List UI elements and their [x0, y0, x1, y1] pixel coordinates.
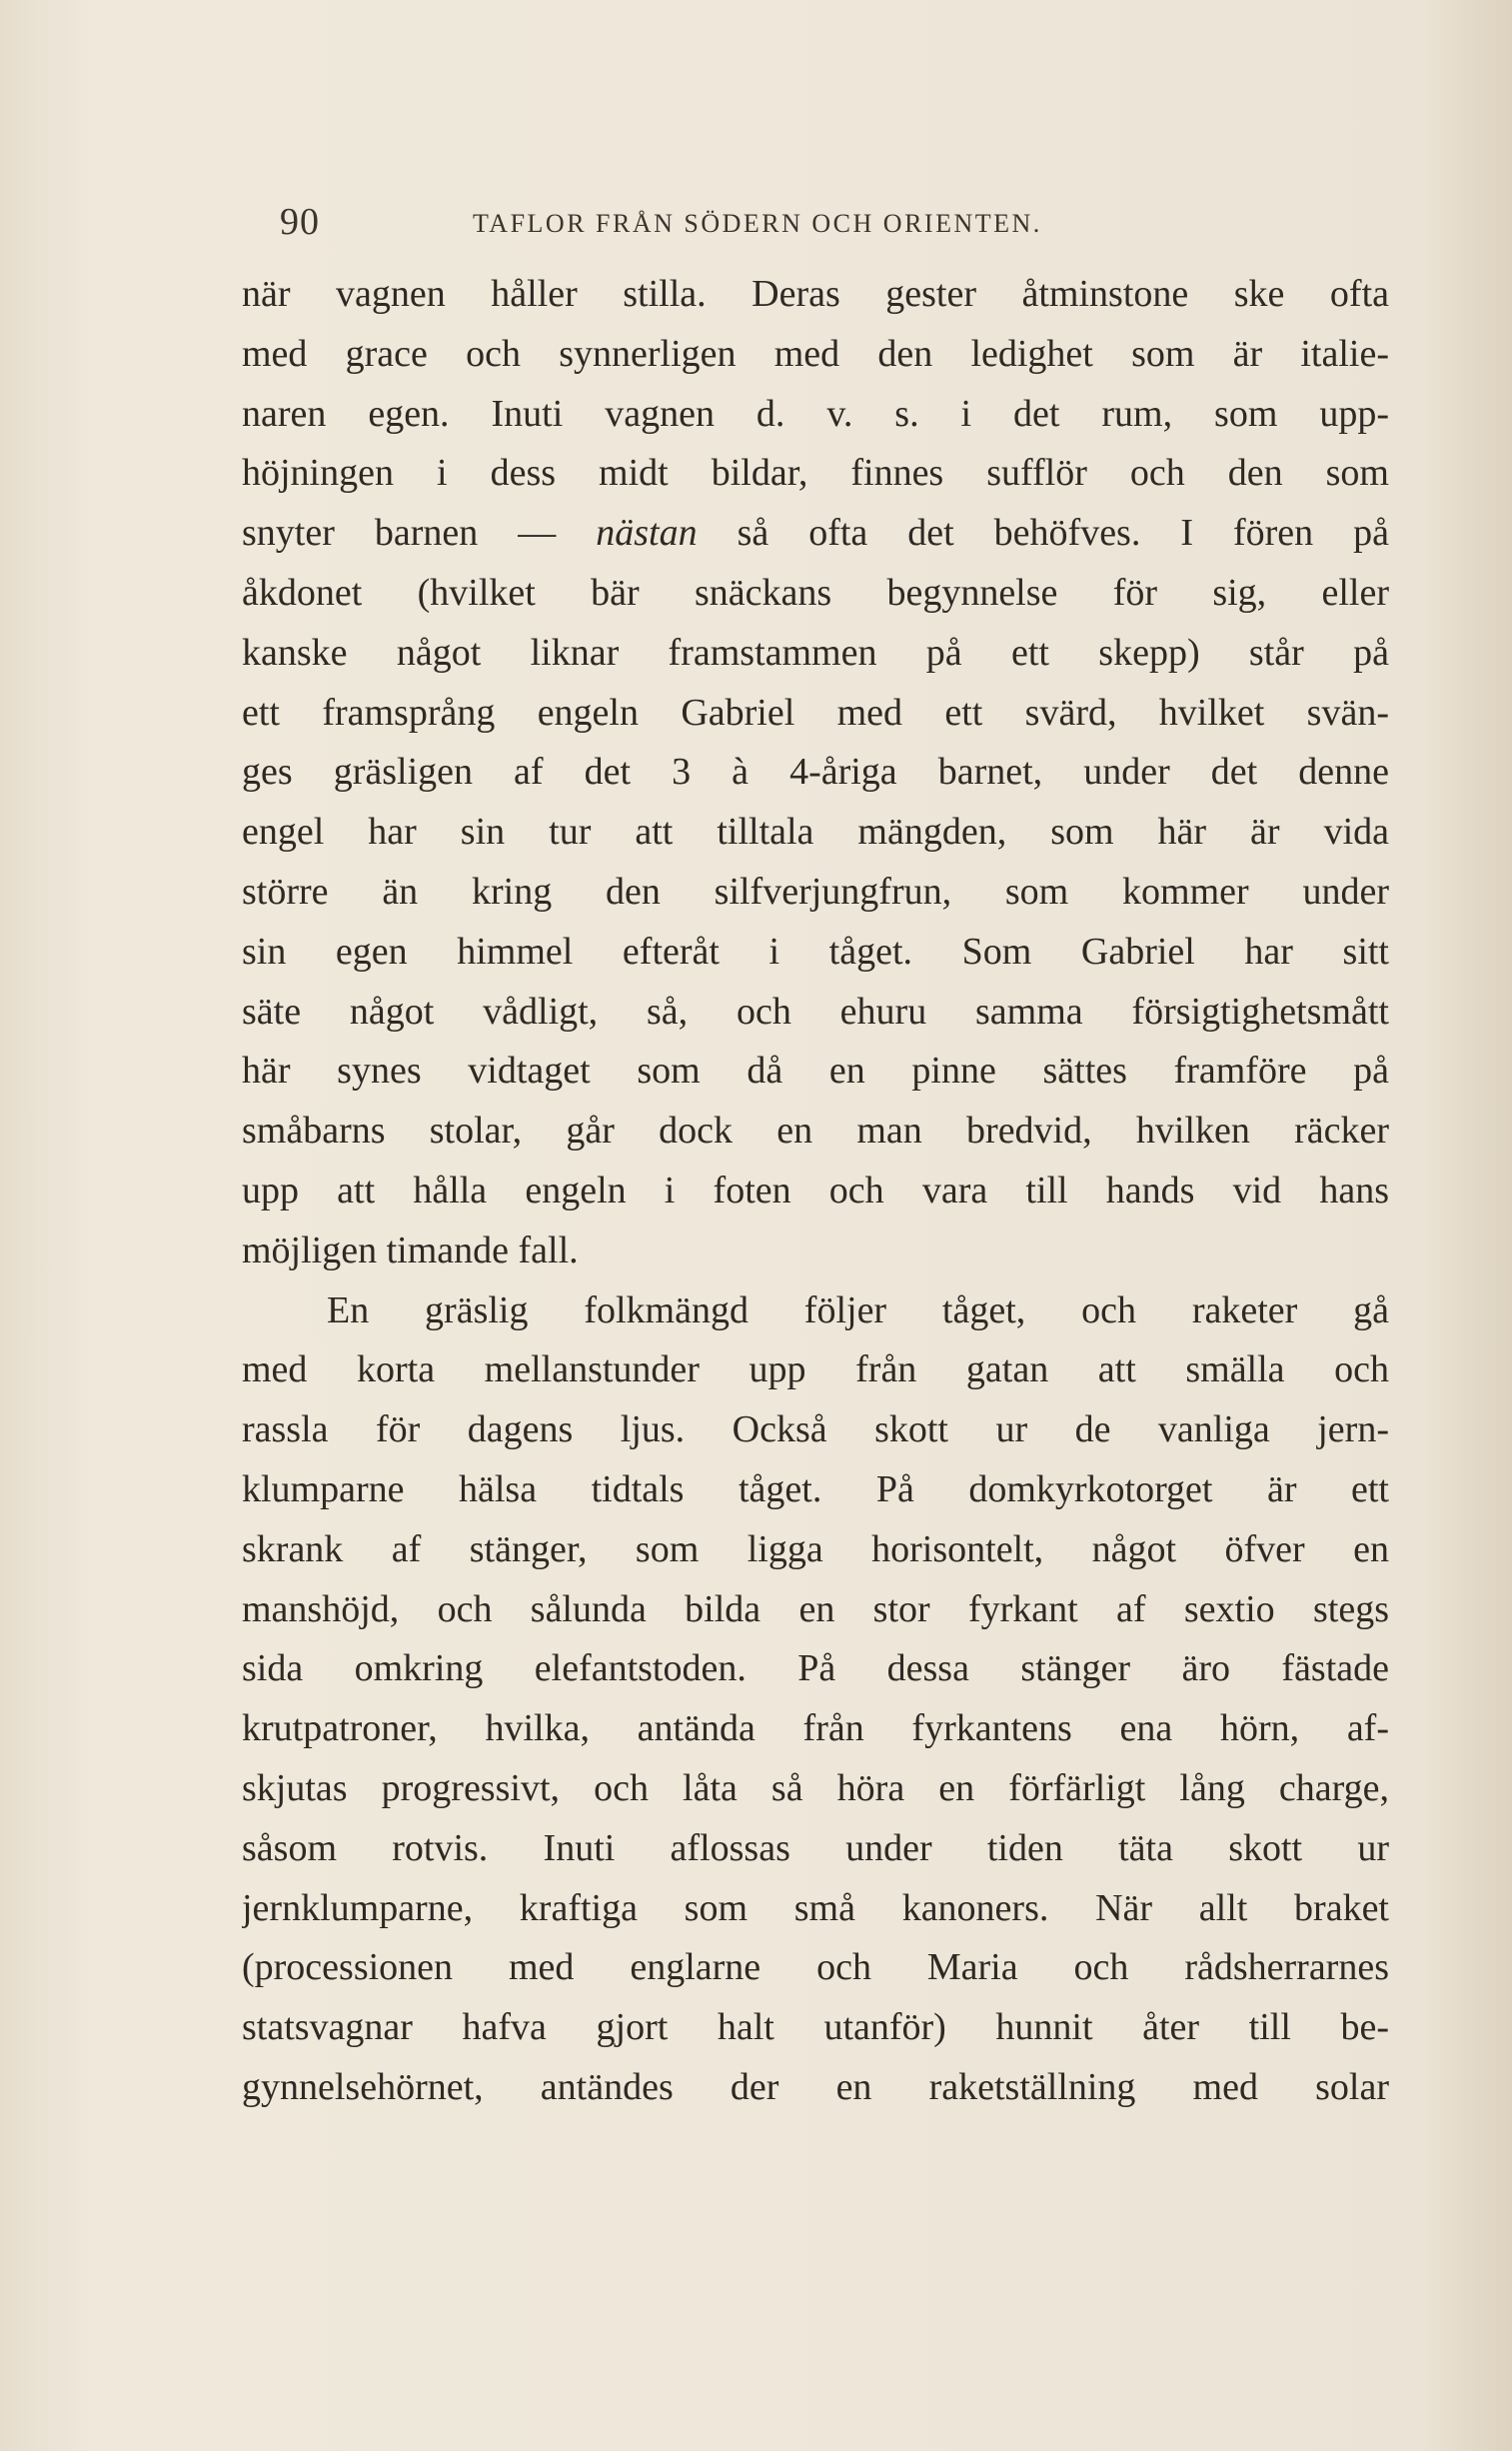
text-line: naren egen. Inuti vagnen d. v. s. i det rum, som upp-	[242, 392, 1389, 435]
text-line: upp att hålla engeln i foten och vara till hands vid hans	[242, 1169, 1389, 1212]
body-text	[242, 265, 1389, 2118]
running-head: TAFLOR FRÅN SÖDERN OCH ORIENTEN.	[473, 209, 1042, 238]
text-line: när vagnen håller stilla. Deras gester åtminstone ske ofta	[242, 273, 1389, 315]
text-line: åkdonet (hvilket bär snäckans begynnelse för sig, eller	[242, 571, 1389, 614]
text-line: större än kring den silfverjungfrun, som kommer under	[242, 870, 1389, 913]
text-line: med korta mellanstunder upp från gatan att smälla och	[242, 1348, 1389, 1391]
text-line: gynnelsehörnet, antändes der en raketställning med solar	[242, 2065, 1389, 2108]
emphasized-word: nästan	[596, 512, 698, 555]
text-line: kanske något liknar framstammen på ett skepp) står på	[242, 631, 1389, 674]
text-line: småbarns stolar, går dock en man bredvid, hvilken räcker	[242, 1110, 1389, 1153]
paragraph-start-line: En gräslig folkmängd följer tåget, och raketer gå	[327, 1288, 1389, 1331]
text-fragment: så ofta det behöfves. I fören på	[697, 512, 1389, 555]
text-line: klumparne hälsa tidtals tåget. På domkyrkotorget är ett	[242, 1467, 1389, 1510]
text-line: rassla för dagens ljus. Också skott ur de vanliga jern-	[242, 1408, 1389, 1451]
page-header	[240, 200, 1389, 254]
text-line: ett framsprång engeln Gabriel med ett svärd, hvilket svän-	[242, 691, 1389, 734]
text-line: skrank af stänger, som ligga horisontelt, något öfver en	[242, 1527, 1389, 1570]
page-number: 90	[280, 201, 320, 243]
text-line-with-emphasis	[242, 504, 1389, 564]
text-line: statsvagnar hafva gjort halt utanför) hunnit åter till be-	[242, 2006, 1389, 2049]
text-line: ges gräsligen af det 3 à 4-åriga barnet, under det denne	[242, 751, 1389, 794]
text-line: krutpatroner, hvilka, antända från fyrkantens ena hörn, af-	[242, 1707, 1389, 1750]
text-line: säte något vådligt, så, och ehuru samma försigtighetsmått	[242, 990, 1389, 1033]
text-line: med grace och synnerligen med den ledighet som är italie-	[242, 332, 1389, 375]
text-line: engel har sin tur att tilltala mängden, som här är vida	[242, 811, 1389, 854]
text-line: höjningen i dess midt bildar, finnes sufflör och den som	[242, 452, 1389, 495]
text-line: här synes vidtaget som då en pinne sättes framföre på	[242, 1050, 1389, 1093]
text-fragment: snyter barnen —	[242, 512, 597, 555]
text-line: jernklumparne, kraftiga som små kanoners. När allt braket	[242, 1886, 1389, 1929]
paragraph-end-line: möjligen timande fall.	[242, 1228, 579, 1271]
text-line: sin egen himmel efteråt i tåget. Som Gabriel har sitt	[242, 930, 1389, 973]
text-line: sida omkring elefantstoden. På dessa stänger äro fästade	[242, 1647, 1389, 1690]
text-line: (processionen med englarne och Maria och rådsherrarnes	[242, 1946, 1389, 1989]
text-line: skjutas progressivt, och låta så höra en förfärligt lång charge,	[242, 1766, 1389, 1809]
text-line: såsom rotvis. Inuti aflossas under tiden täta skott ur	[242, 1826, 1389, 1869]
text-line: manshöjd, och sålunda bilda en stor fyrkant af sextio stegs	[242, 1587, 1389, 1630]
